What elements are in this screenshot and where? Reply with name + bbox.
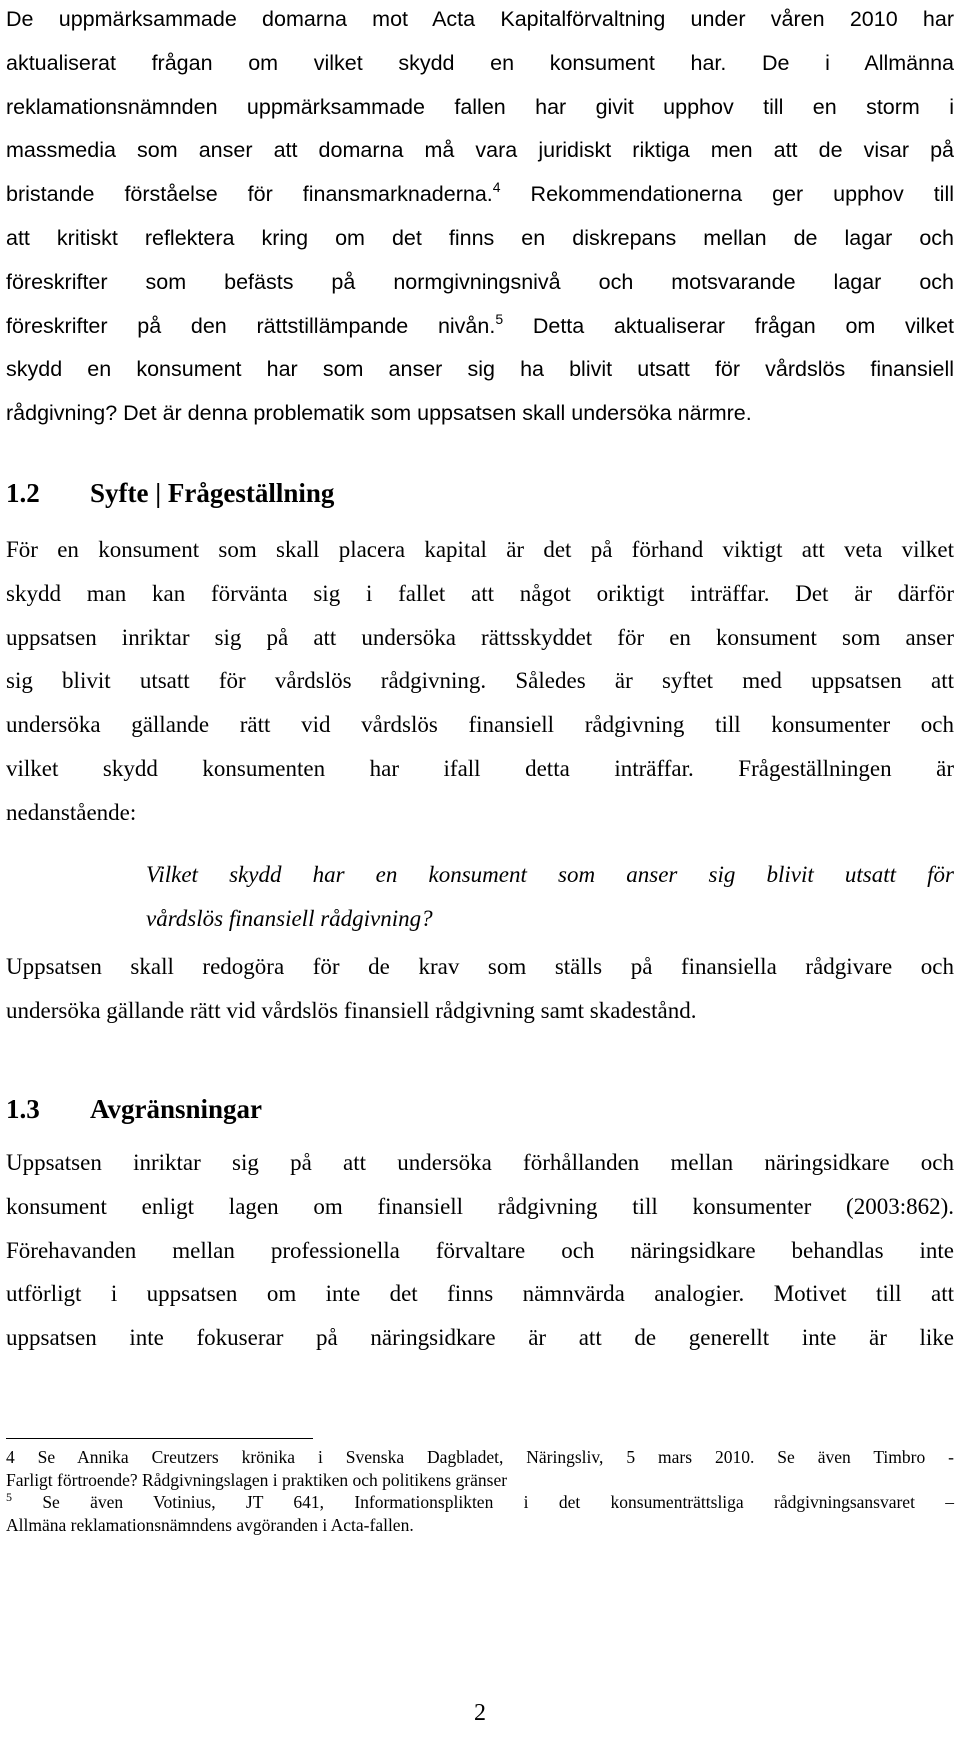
text-line: De uppmärksammade domarna mot Acta Kapitalförvaltning under våren 2010 har (6, 7, 954, 31)
section-heading-1-3 (6, 1094, 262, 1125)
text-line: Uppsatsen skall redogöra för de krav som ställs på finansiella rådgivare och (6, 954, 954, 979)
text-line: föreskrifter som befästs på normgivningsnivå och motsvarande lagar och (6, 269, 954, 294)
footnote-line: Allmäna reklamationsnämndens avgöranden i Acta-fallen. (6, 1514, 414, 1535)
footnote-ref-5[interactable]: 5 (495, 310, 504, 327)
text-line: Förehavanden mellan professionella förvaltare och näringsidkare behandlas inte (6, 1237, 954, 1263)
text-line: nedanstående: (6, 799, 137, 825)
text-line: uppsatsen inriktar sig på att undersöka rättsskyddet för en konsument som anser (6, 624, 954, 650)
purpose-paragraph (6, 528, 954, 835)
footnote-line (6, 1491, 954, 1514)
text-line: För en konsument som skall placera kapital är det på förhand viktigt att veta vilket (6, 537, 954, 562)
text-fragment: Se även Votinius, JT 641, Informationsplikten i det konsumenträttsliga rådgivningsansvaret – (12, 1492, 954, 1512)
section-title: Syfte | Frågeställning (90, 478, 335, 508)
footnote-4 (6, 1446, 954, 1491)
footnotes (6, 1446, 954, 1536)
footnote-mark: 5 (6, 1490, 12, 1504)
text-line: skydd en konsument har som anser sig ha blivit utsatt för vårdslös finansiell (6, 357, 954, 382)
text-line (6, 305, 954, 349)
scope-paragraph (6, 945, 954, 1033)
footnote-ref-4[interactable]: 4 (492, 179, 501, 196)
footnote-line: Farligt förtroende? Rådgivningslagen i praktiken och politikens gränser (6, 1469, 508, 1490)
intro-paragraph (6, 0, 954, 436)
text-line: vilket skydd konsumenten har ifall detta inträffar. Frågeställningen är (6, 755, 954, 781)
footnote-line: 4 Se Annika Creutzers krönika i Svenska Dagbladet, Näringsliv, 5 mars 2010. Se även Timbro - (6, 1447, 954, 1467)
text-fragment: Rekommendationerna ger upphov till (500, 182, 954, 207)
text-line: utförligt i uppsatsen om inte det finns nämnvärda analogier. Motivet till att (6, 1281, 954, 1307)
text-line: sig blivit utsatt för vårdslös rådgivning. Således är syftet med uppsatsen att (6, 668, 954, 694)
question-line: Vilket skydd har en konsument som anser sig blivit utsatt för (146, 862, 954, 887)
text-fragment: Detta aktualiserar frågan om vilket (503, 313, 955, 338)
text-fragment: bristande förståelse för finansmarknaderna. (6, 182, 493, 207)
text-line: uppsatsen inte fokuserar på näringsidkare är att de generellt inte är like (6, 1325, 954, 1351)
text-line: undersöka gällande rätt vid vårdslös finansiell rådgivning till konsumenter och (6, 712, 954, 738)
text-line: att kritiskt reflektera kring om det finns en diskrepans mellan de lagar och (6, 225, 954, 250)
text-line: Uppsatsen inriktar sig på att undersöka förhållanden mellan näringsidkare och (6, 1150, 954, 1175)
footnote-divider (6, 1438, 313, 1439)
page-number: 2 (474, 1700, 486, 1726)
text-line: rådgivning? Det är denna problematik som uppsatsen skall undersöka närmre. (6, 401, 752, 426)
research-question (146, 853, 954, 941)
text-line: konsument enligt lagen om finansiell rådgivning till konsumenter (2003:862). (6, 1193, 954, 1219)
text-line: massmedia som anser att domarna må vara juridiskt riktiga men att de visar på (6, 138, 954, 163)
question-line: vårdslös finansiell rådgivning? (146, 905, 433, 931)
text-line: skydd man kan förvänta sig i fallet att något oriktigt inträffar. Det är därför (6, 580, 954, 606)
section-title: Avgränsningar (90, 1094, 263, 1124)
section-heading-1-2 (6, 478, 334, 509)
text-line (6, 173, 954, 217)
footnote-5 (6, 1491, 954, 1536)
text-line: undersöka gällande rätt vid vårdslös finansiell rådgivning samt skadestånd. (6, 997, 697, 1023)
section-number: 1.2 (6, 478, 40, 508)
text-line: reklamationsnämnden uppmärksammade fallen har givit upphov till en storm i (6, 94, 954, 119)
text-line: aktualiserat frågan om vilket skydd en konsument har. De i Allmänna (6, 50, 954, 75)
text-fragment: föreskrifter på den rättstillämpande nivån. (6, 313, 496, 338)
section-number: 1.3 (6, 1094, 40, 1124)
limitations-paragraph (6, 1141, 954, 1360)
